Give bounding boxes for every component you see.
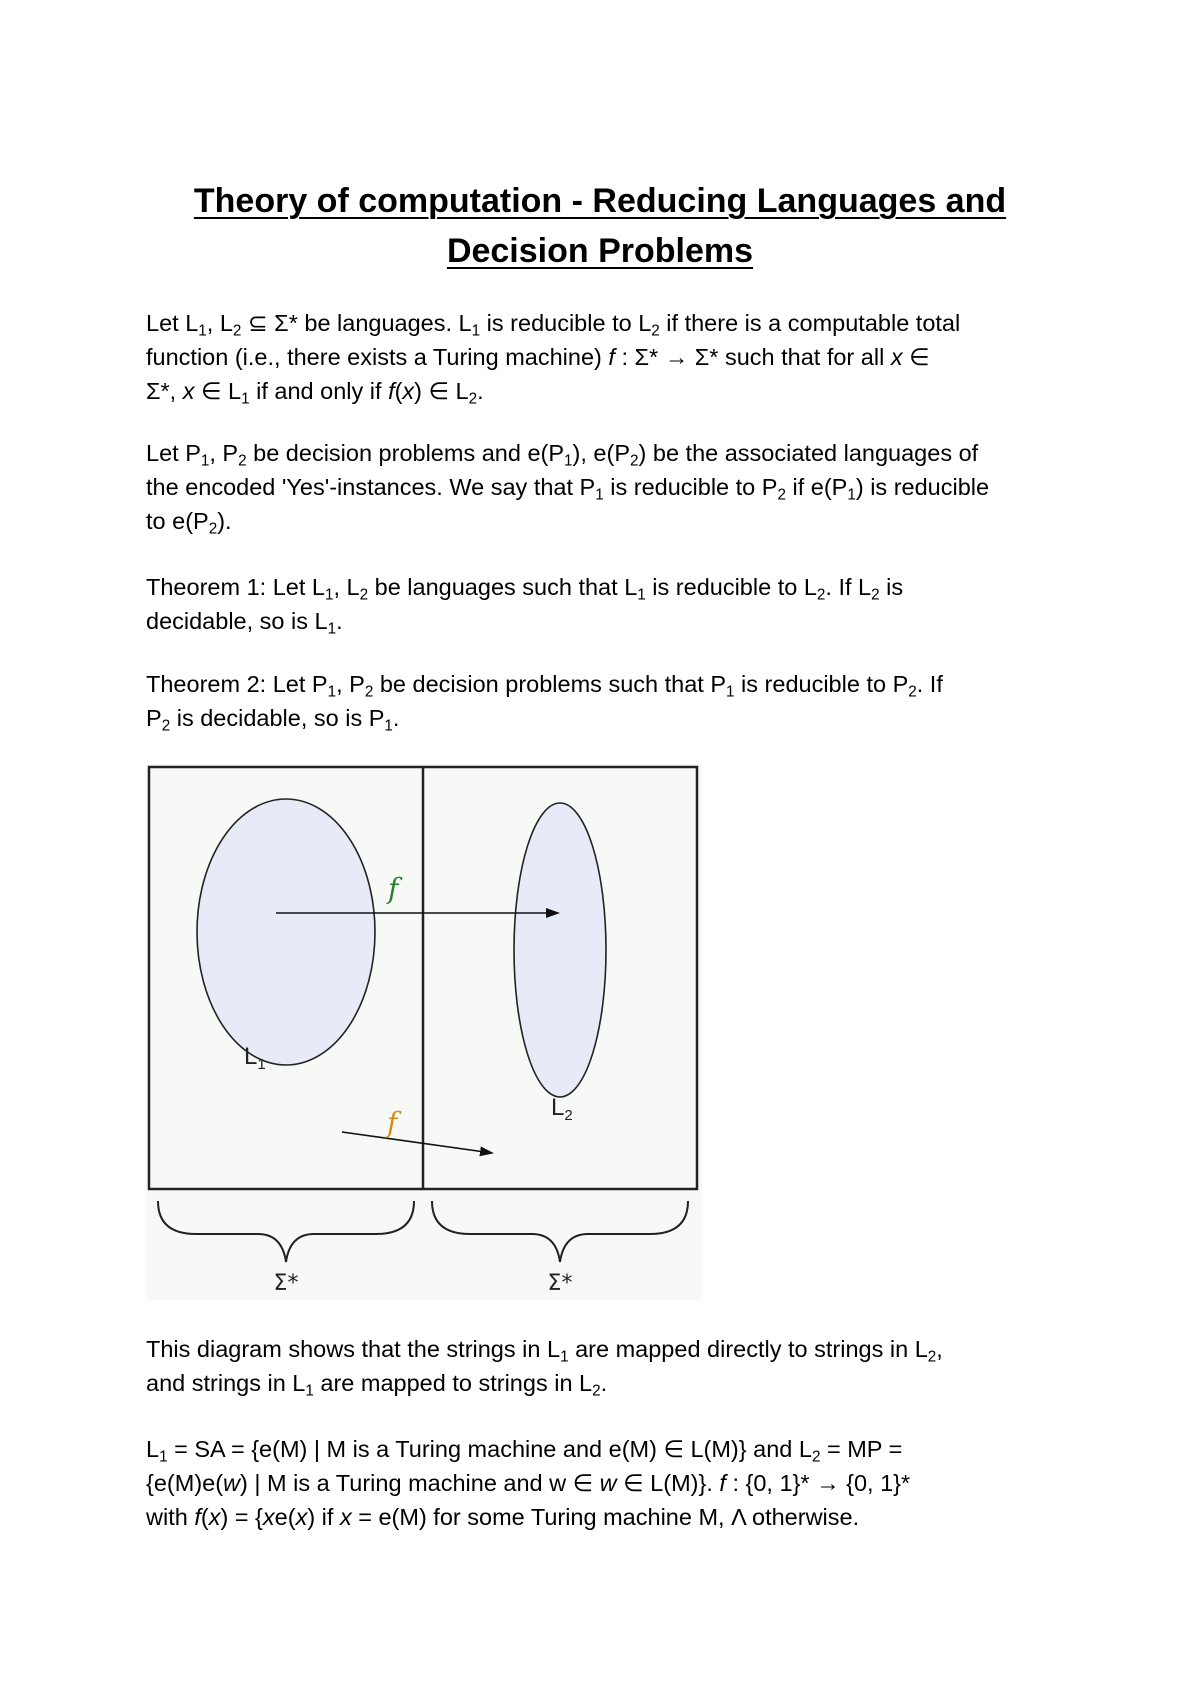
sigma-star-label-right: Σ* xyxy=(547,1271,573,1296)
language-l1-ellipse xyxy=(197,799,375,1065)
paragraph-line: $P_2$ is decidable, so is $P_1$. xyxy=(146,705,400,735)
function-f-label-bottom: f xyxy=(387,1106,398,1139)
theorem-1-paragraph xyxy=(146,570,1076,638)
paragraph-line: the encoded 'Yes'-instances. We say that $P_1$ is reducible to $P_2$ if $e(P_1)$ is reducible xyxy=(146,474,990,504)
title-line-2: Decision Problems xyxy=(446,232,754,270)
function-f-label-top: f xyxy=(388,872,399,905)
paragraph-line: with f(x) = {xe(x) if x = e(M) for some Turing machine M, Λ otherwise. xyxy=(146,1504,860,1530)
paragraph-line: Let $L_1$, $L_2$ ⊆ Σ* be languages. $L_1$ is reducible to $L_2$ if there is a computable total xyxy=(146,310,961,340)
paragraph-line: {e(M)e(w) | M is a Turing machine and w ∈ w ∈ L(M)}. f : {0, 1}* → {0, 1}* xyxy=(146,1470,911,1496)
diagram-explanation-paragraph xyxy=(146,1332,1076,1400)
definition-languages-paragraph xyxy=(146,306,1076,408)
sigma-star-label-left: Σ* xyxy=(273,1271,299,1296)
title-line-1: Theory of computation - Reducing Languages and xyxy=(193,182,1007,220)
language-l2-label: $L_2$ xyxy=(551,1094,573,1124)
paragraph-line: Σ*, x ∈ $L_1$ if and only if f(x) ∈ $L_2$. xyxy=(146,378,484,408)
theorem-2-paragraph xyxy=(146,667,1076,735)
paragraph-line: and strings in $L_1$ are mapped to strings in $L_2$. xyxy=(146,1370,608,1400)
paragraph-line: Theorem 1: Let $L_1$, $L_2$ be languages such that $L_1$ is reducible to $L_2$. If $L_2$ is xyxy=(146,574,904,604)
paragraph-line: Theorem 2: Let $P_1$, $P_2$ be decision problems such that $P_1$ is reducible to $P_2$. If xyxy=(146,671,943,701)
example-paragraph xyxy=(146,1432,1076,1534)
definition-problems-paragraph xyxy=(146,436,1076,538)
language-l1-label: $L_1$ xyxy=(244,1043,266,1073)
paragraph-line: This diagram shows that the strings in $L_1$ are mapped directly to strings in $L_2$, xyxy=(146,1336,943,1366)
paragraph-line: decidable, so is $L_1$. xyxy=(146,608,343,638)
paragraph-line: $L_1$ = SA = {e(M) | M is a Turing machine and e(M) ∈ L(M)} and $L_2$ = MP = xyxy=(146,1436,903,1466)
reduction-diagram xyxy=(146,764,702,1300)
paragraph-line: Let $P_1$, $P_2$ be decision problems and $e(P_1)$, $e(P_2)$ be the associated languages of xyxy=(146,440,979,470)
language-l2-ellipse xyxy=(514,803,606,1097)
page-title xyxy=(146,176,1054,276)
paragraph-line: function (i.e., there exists a Turing machine) f : Σ* → Σ* such that for all x ∈ xyxy=(146,344,930,370)
paragraph-line: to $e(P_2)$. xyxy=(146,508,232,538)
reduction-diagram-svg xyxy=(146,764,702,1300)
